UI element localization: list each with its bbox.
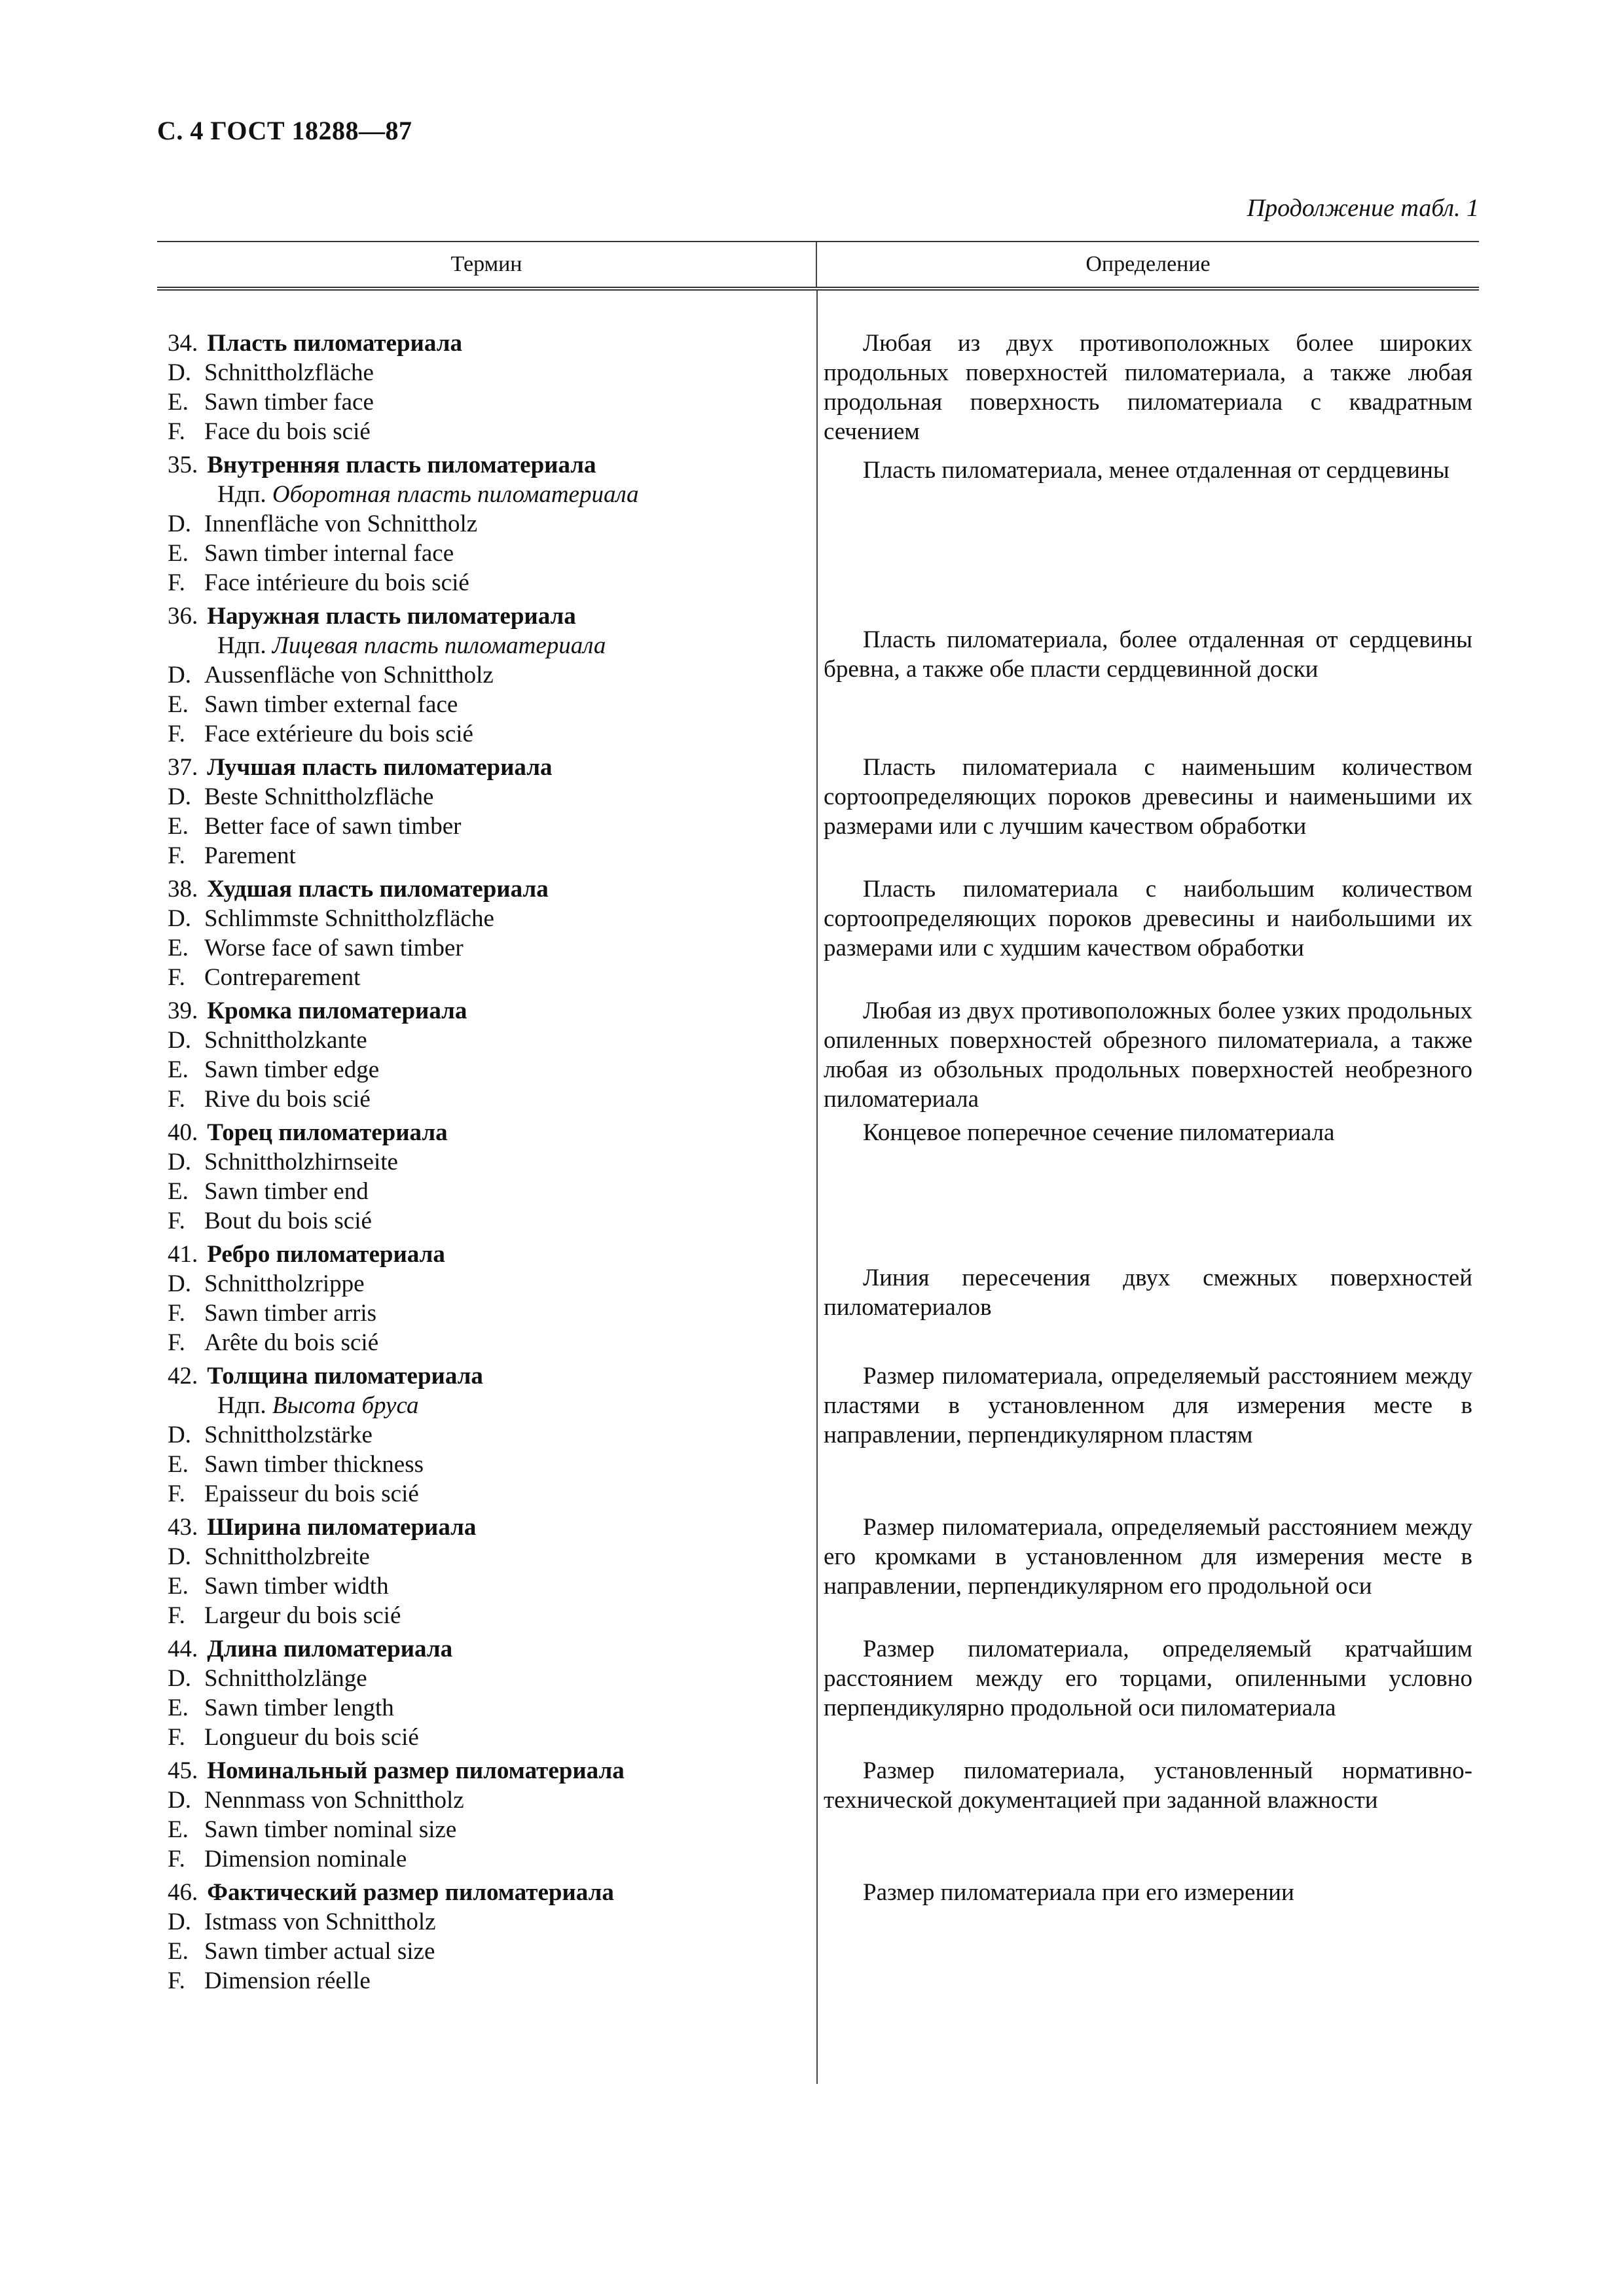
term-title: Худшая пласть пиломатериала: [207, 876, 549, 903]
term-english: [168, 1177, 817, 1206]
definition-cell: [817, 874, 1479, 992]
term-cell: [157, 1513, 817, 1630]
term-english: [168, 1450, 817, 1479]
ndp-label: Ндп.: [217, 632, 266, 659]
term-cell: [157, 1118, 817, 1236]
lang-label: D.: [168, 905, 191, 932]
term-title-line: [168, 1756, 817, 1785]
lang-label: F.: [168, 1208, 185, 1234]
table-row: [157, 753, 1479, 870]
definition-cell: [817, 1513, 1479, 1630]
term-french: [168, 1085, 817, 1114]
german-equivalent: Innenfläche von Schnittholz: [204, 511, 478, 537]
table-row: [157, 1878, 1479, 1996]
german-equivalent: Nennmass von Schnittholz: [204, 1787, 464, 1814]
term-french: [168, 963, 817, 992]
definition-cell: [817, 601, 1479, 749]
column-header-term: Термин: [157, 242, 817, 287]
non-recommended-term: [168, 631, 817, 660]
definition-cell: [817, 1240, 1479, 1357]
term-english: [168, 539, 817, 568]
lang-label: F.: [168, 1480, 185, 1507]
term-english: [168, 1299, 817, 1328]
english-equivalent: Sawn timber edge: [204, 1056, 380, 1083]
term-german: [168, 660, 817, 690]
english-equivalent: Sawn timber thickness: [204, 1451, 424, 1478]
term-title: Пласть пиломатериала: [207, 330, 462, 357]
german-equivalent: Schnittholzhirnseite: [204, 1149, 398, 1175]
french-equivalent: Largeur du bois scié: [204, 1602, 401, 1629]
german-equivalent: Schnittholzstärke: [204, 1422, 373, 1448]
term-title-line: [168, 753, 817, 782]
term-cell: [157, 1634, 817, 1752]
lang-label: D.: [168, 1027, 191, 1054]
lang-label: D.: [168, 1909, 191, 1935]
table-row: [157, 1240, 1479, 1357]
lang-label: D.: [168, 1422, 191, 1448]
definition-cell: [817, 1756, 1479, 1874]
lang-label: D.: [168, 1543, 191, 1570]
english-equivalent: Sawn timber nominal size: [204, 1816, 457, 1843]
term-french: [168, 1723, 817, 1752]
term-title-line: [168, 1634, 817, 1664]
term-title: Толщина пиломатериала: [207, 1363, 483, 1390]
term-english: [168, 1815, 817, 1844]
german-equivalent: Schnittholzfläche: [204, 359, 374, 386]
lang-label: F.: [168, 964, 185, 991]
definition-text: Пласть пиломатериала с наибольшим количеством сортоопределяющих пороков древесины и наибольшими их размерами или с худшим качеством обработки: [824, 876, 1472, 961]
term-cell: [157, 1361, 817, 1509]
lang-label: E.: [168, 935, 189, 961]
term-french: [168, 719, 817, 749]
term-title: Ширина пиломатериала: [207, 1514, 477, 1541]
lang-label: E.: [168, 1938, 189, 1965]
german-equivalent: Schnittholzkante: [204, 1027, 367, 1054]
term-english: [168, 690, 817, 719]
definition-text: Размер пиломатериала, определяемый расстоянием между его кромками в установленном для измерения месте в направлении, перпендикулярном его продольной оси: [824, 1514, 1472, 1600]
term-title-line: [168, 1878, 817, 1907]
definition-cell: [817, 1361, 1479, 1509]
term-title-line: [168, 601, 817, 631]
table-row: [157, 1118, 1479, 1236]
term-number: 42.: [168, 1363, 198, 1390]
definition-text: Размер пиломатериала, определяемый расстоянием между пластями в установленном для измерения месте в направлении, перпендикулярном пластям: [824, 1363, 1472, 1448]
term-number: 45.: [168, 1757, 198, 1784]
non-recommended-term: [168, 1391, 817, 1420]
term-german: [168, 1542, 817, 1571]
english-equivalent: Sawn timber actual size: [204, 1938, 435, 1965]
term-german: [168, 1907, 817, 1937]
term-cell: [157, 753, 817, 870]
lang-label: D.: [168, 1149, 191, 1175]
table-row: [157, 1361, 1479, 1509]
term-german: [168, 1026, 817, 1055]
table-body: [157, 291, 1479, 2000]
term-cell: [157, 1878, 817, 1996]
definition-cell: [817, 996, 1479, 1114]
english-equivalent: Sawn timber end: [204, 1178, 369, 1205]
lang-label: F.: [168, 1300, 185, 1327]
term-title: Лучшая пласть пиломатериала: [207, 754, 553, 781]
term-cell: [157, 1240, 817, 1357]
definition-text: Любая из двух противоположных более узких продольных опиленных поверхностей обрезного пиломатериала, а также любая из обзольных продольных поверхностей необрезного пиломатериала: [824, 997, 1472, 1113]
english-equivalent: Sawn timber internal face: [204, 540, 454, 567]
ndp-value: Высота бруса: [272, 1392, 419, 1419]
definition-text: Концевое поперечное сечение пиломатериала: [863, 1119, 1335, 1146]
lang-label: D.: [168, 1665, 191, 1692]
lang-label: F.: [168, 418, 185, 445]
definition-cell: [817, 753, 1479, 870]
terms-table: [157, 241, 1479, 2000]
term-title: Номинальный размер пиломатериала: [207, 1757, 625, 1784]
german-equivalent: Beste Schnittholzfläche: [204, 783, 434, 810]
lang-label: E.: [168, 389, 189, 416]
lang-label: D.: [168, 511, 191, 537]
page-header: С. 4 ГОСТ 18288—87: [157, 116, 412, 145]
term-cell: [157, 601, 817, 749]
lang-label: F.: [168, 1846, 185, 1873]
term-cell: [157, 450, 817, 598]
lang-label: F.: [168, 842, 185, 869]
french-equivalent: Dimension nominale: [204, 1846, 407, 1873]
term-french: [168, 1206, 817, 1236]
lang-label: E.: [168, 1816, 189, 1843]
term-number: 43.: [168, 1514, 198, 1541]
term-english: [168, 1693, 817, 1723]
term-number: 35.: [168, 452, 198, 478]
term-french: [168, 1601, 817, 1630]
german-equivalent: Istmass von Schnittholz: [204, 1909, 436, 1935]
lang-label: E.: [168, 1573, 189, 1600]
term-number: 46.: [168, 1879, 198, 1906]
term-german: [168, 1785, 817, 1815]
term-title-line: [168, 996, 817, 1026]
french-equivalent: Rive du bois scié: [204, 1086, 371, 1113]
table-row: [157, 450, 1479, 598]
english-equivalent: Sawn timber width: [204, 1573, 389, 1600]
table-row: [157, 329, 1479, 446]
term-title: Кромка пиломатериала: [207, 997, 467, 1024]
term-title: Длина пиломатериала: [207, 1636, 453, 1662]
english-equivalent: Sawn timber arris: [204, 1300, 377, 1327]
english-equivalent: Worse face of sawn timber: [204, 935, 464, 961]
term-title-line: [168, 450, 817, 480]
definition-cell: [817, 1878, 1479, 1996]
term-number: 44.: [168, 1636, 198, 1662]
french-equivalent: Arête du bois scié: [204, 1329, 379, 1356]
term-german: [168, 904, 817, 933]
term-title-line: [168, 1513, 817, 1542]
term-title: Наружная пласть пиломатериала: [207, 603, 576, 630]
english-equivalent: Sawn timber external face: [204, 691, 458, 718]
definition-text: Любая из двух противоположных более широких продольных поверхностей пиломатериала, а также любая продольная поверхность пиломатериала с квадратным сечением: [824, 330, 1472, 445]
term-cell: [157, 329, 817, 446]
lang-label: D.: [168, 662, 191, 689]
term-title-line: [168, 329, 817, 358]
french-equivalent: Face du bois scié: [204, 418, 371, 445]
term-french: [168, 417, 817, 446]
term-french: [168, 1844, 817, 1874]
term-german: [168, 509, 817, 539]
term-cell: [157, 996, 817, 1114]
lang-label: F.: [168, 1086, 185, 1113]
german-equivalent: Schnittholzlänge: [204, 1665, 367, 1692]
term-french: [168, 568, 817, 598]
lang-label: D.: [168, 1270, 191, 1297]
term-number: 38.: [168, 876, 198, 903]
lang-label: F.: [168, 1724, 185, 1751]
ndp-value: Оборотная пласть пиломатериала: [272, 481, 639, 508]
lang-label: E.: [168, 1451, 189, 1478]
term-number: 34.: [168, 330, 198, 357]
definition-cell: [817, 450, 1479, 598]
lang-label: D.: [168, 783, 191, 810]
french-equivalent: Longueur du bois scié: [204, 1724, 419, 1751]
term-english: [168, 1055, 817, 1085]
term-english: [168, 1571, 817, 1601]
term-german: [168, 1269, 817, 1299]
term-title: Ребро пиломатериала: [207, 1241, 445, 1268]
lang-label: E.: [168, 1695, 189, 1721]
german-equivalent: Schlimmste Schnittholzfläche: [204, 905, 494, 932]
french-equivalent: Bout du bois scié: [204, 1208, 372, 1234]
term-title-line: [168, 1240, 817, 1269]
french-equivalent: Contreparement: [204, 964, 361, 991]
lang-label: E.: [168, 813, 189, 840]
definition-text: Размер пиломатериала, установленный нормативно-технической документацией при заданной влажности: [824, 1757, 1472, 1814]
term-french: [168, 1966, 817, 1996]
term-number: 37.: [168, 754, 198, 781]
term-german: [168, 1420, 817, 1450]
definition-text: Пласть пиломатериала, более отдаленная от сердцевины бревна, а также обе пласти сердцевинной доски: [824, 626, 1472, 683]
german-equivalent: Schnittholzrippe: [204, 1270, 365, 1297]
term-title-line: [168, 874, 817, 904]
definition-text: Размер пиломатериала, определяемый кратчайшим расстоянием между его торцами, опиленными условно перпендикулярно продольной оси пиломатериала: [824, 1636, 1472, 1721]
table-row: [157, 874, 1479, 992]
term-cell: [157, 1756, 817, 1874]
term-french: [168, 1328, 817, 1357]
term-german: [168, 1147, 817, 1177]
definition-cell: [817, 1118, 1479, 1236]
lang-label: F.: [168, 569, 185, 596]
term-english: [168, 1937, 817, 1966]
non-recommended-term: [168, 480, 817, 509]
table-row: [157, 601, 1479, 749]
term-french: [168, 1479, 817, 1509]
ndp-label: Ндп.: [217, 481, 266, 508]
ndp-value: Лицевая пласть пиломатериала: [272, 632, 606, 659]
term-english: [168, 933, 817, 963]
term-number: 41.: [168, 1241, 198, 1268]
english-equivalent: Better face of sawn timber: [204, 813, 462, 840]
table-row: [157, 996, 1479, 1114]
term-cell: [157, 874, 817, 992]
term-number: 36.: [168, 603, 198, 630]
term-number: 39.: [168, 997, 198, 1024]
term-number: 40.: [168, 1119, 198, 1146]
definition-text: Линия пересечения двух смежных поверхностей пиломатериалов: [824, 1265, 1472, 1321]
definition-text: Размер пиломатериала при его измерении: [863, 1879, 1294, 1906]
term-title: Внутренняя пласть пиломатериала: [207, 452, 596, 478]
column-header-definition: Определение: [1085, 252, 1211, 276]
english-equivalent: Sawn timber length: [204, 1695, 394, 1721]
lang-label: D.: [168, 359, 191, 386]
lang-label: E.: [168, 1056, 189, 1083]
french-equivalent: Face extérieure du bois scié: [204, 721, 473, 747]
french-equivalent: Parement: [204, 842, 296, 869]
term-title-line: [168, 1361, 817, 1391]
german-equivalent: Aussenfläche von Schnittholz: [204, 662, 494, 689]
lang-label: E.: [168, 691, 189, 718]
term-german: [168, 782, 817, 812]
table-row: [157, 1756, 1479, 1874]
german-equivalent: Schnittholzbreite: [204, 1543, 370, 1570]
lang-label: F.: [168, 1602, 185, 1629]
term-german: [168, 1664, 817, 1693]
term-title: Торец пиломатериала: [207, 1119, 448, 1146]
ndp-label: Ндп.: [217, 1392, 266, 1419]
definition-cell: [817, 1634, 1479, 1752]
definition-text: Пласть пиломатериала, менее отдаленная от сердцевины: [863, 457, 1450, 484]
term-english: [168, 387, 817, 417]
lang-label: E.: [168, 1178, 189, 1205]
lang-label: F.: [168, 721, 185, 747]
lang-label: F.: [168, 1967, 185, 1994]
definition-cell: [817, 329, 1479, 446]
lang-label: D.: [168, 1787, 191, 1814]
table-row: [157, 1513, 1479, 1630]
definition-text: Пласть пиломатериала с наименьшим количеством сортоопределяющих пороков древесины и наименьшими их размерами или с лучшим качеством обработки: [824, 754, 1472, 840]
term-french: [168, 841, 817, 870]
french-equivalent: Dimension réelle: [204, 1967, 371, 1994]
lang-label: F.: [168, 1329, 185, 1356]
term-english: [168, 812, 817, 841]
french-equivalent: Face intérieure du bois scié: [204, 569, 469, 596]
lang-label: E.: [168, 540, 189, 567]
term-title-line: [168, 1118, 817, 1147]
table-row: [157, 1634, 1479, 1752]
term-title: Фактический размер пиломатериала: [207, 1879, 614, 1906]
table-header: [157, 241, 1479, 291]
french-equivalent: Epaisseur du bois scié: [204, 1480, 419, 1507]
table-continuation-note: Продолжение табл. 1: [1247, 194, 1479, 222]
english-equivalent: Sawn timber face: [204, 389, 374, 416]
term-german: [168, 358, 817, 387]
